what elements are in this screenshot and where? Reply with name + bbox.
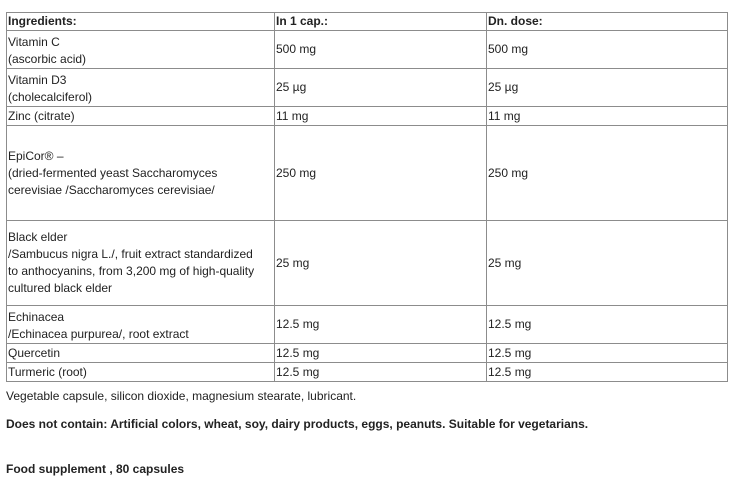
daily-dose-value: 12.5 mg xyxy=(487,344,728,363)
table-row xyxy=(7,126,728,221)
per-capsule-value: 250 mg xyxy=(275,126,487,221)
product-type-text: Food supplement , 80 capsules xyxy=(6,462,185,476)
daily-dose-value: 25 mg xyxy=(487,221,728,306)
per-capsule-value: 500 mg xyxy=(275,31,487,69)
header-daily-dose: Dn. dose: xyxy=(487,13,728,31)
table-row xyxy=(7,107,728,126)
does-not-contain-text: Does not contain: Artificial colors, wheat, soy, dairy products, eggs, peanuts. Suitable for vegetarians. xyxy=(6,417,589,431)
daily-dose-value: 12.5 mg xyxy=(487,363,728,382)
daily-dose-value: 11 mg xyxy=(487,107,728,126)
daily-dose-value: 12.5 mg xyxy=(487,306,728,344)
table-row xyxy=(7,344,728,363)
daily-dose-value: 500 mg xyxy=(487,31,728,69)
table-row xyxy=(7,31,728,69)
daily-dose-value: 250 mg xyxy=(487,126,728,221)
table-header-row xyxy=(7,13,728,31)
per-capsule-value: 11 mg xyxy=(275,107,487,126)
other-ingredients-text: Vegetable capsule, silicon dioxide, magnesium stearate, lubricant. xyxy=(6,389,357,403)
ingredient-name: Echinacea /Echinacea purpurea/, root extract xyxy=(7,306,275,344)
ingredient-name: Quercetin xyxy=(7,344,275,363)
ingredient-name: Black elder /Sambucus nigra L./, fruit extract standardized to anthocyanins, from 3,200 mg of high-quality cultured black elder xyxy=(7,221,275,306)
ingredient-name: Vitamin D3 (cholecalciferol) xyxy=(7,69,275,107)
ingredients-table xyxy=(6,12,728,382)
per-capsule-value: 25 mg xyxy=(275,221,487,306)
per-capsule-value: 25 µg xyxy=(275,69,487,107)
ingredient-name: Zinc (citrate) xyxy=(7,107,275,126)
per-capsule-value: 12.5 mg xyxy=(275,344,487,363)
ingredient-name: Turmeric (root) xyxy=(7,363,275,382)
header-ingredients: Ingredients: xyxy=(7,13,275,31)
daily-dose-value: 25 µg xyxy=(487,69,728,107)
per-capsule-value: 12.5 mg xyxy=(275,363,487,382)
ingredient-name: EpiCor® – (dried-fermented yeast Saccharomyces cerevisiae /Saccharomyces cerevisiae/ xyxy=(7,126,275,221)
per-capsule-value: 12.5 mg xyxy=(275,306,487,344)
table-row xyxy=(7,363,728,382)
table-row xyxy=(7,221,728,306)
table-row xyxy=(7,69,728,107)
header-per-capsule: In 1 cap.: xyxy=(275,13,487,31)
ingredient-name: Vitamin C (ascorbic acid) xyxy=(7,31,275,69)
table-row xyxy=(7,306,728,344)
